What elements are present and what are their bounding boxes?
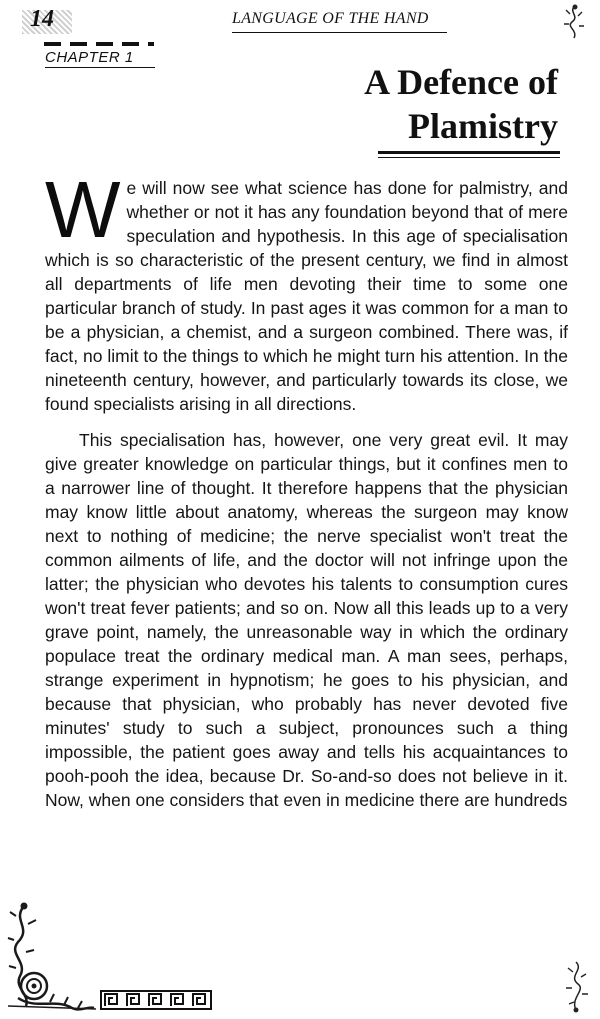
drop-cap: W (45, 165, 121, 254)
chapter-title-line-2: Plamistry (408, 106, 558, 146)
greek-key-border-icon (100, 990, 212, 1010)
header-rule (232, 32, 447, 33)
floral-vine-ornament-icon (6, 902, 96, 1012)
paragraph (45, 165, 568, 416)
title-rule-thick (378, 151, 560, 154)
floral-corner-ornament-icon (558, 2, 592, 42)
body-text (45, 165, 568, 812)
page-number: 14 (30, 6, 54, 32)
floral-corner-ornament-icon (560, 958, 594, 1014)
title-rule-thin (378, 157, 560, 158)
chapter-label: CHAPTER 1 (45, 49, 134, 66)
chapter-dashes (44, 42, 154, 46)
chapter-title (364, 60, 558, 148)
chapter-underline (45, 67, 155, 68)
chapter-title-line-1: A Defence of (364, 62, 558, 102)
paragraph: This specialisation has, however, one very great evil. It may give greater knowledge on particular things, but it confines men to a narrower line of thought. It therefore happens that the physician may know little about anatomy, whereas the surgeon may know next to nothing of medicine; the nerve specialist won't treat the common ailments of life, and the doctor will not infringe upon the latter; the physician who devotes his talents to consumption cures won't treat fever patients; and so on. Now all this leads up to a very grave point, namely, the unreasonable way in which the ordinary populace treat the ordinary medical man. A man sees, perhaps, strange experiment in hypnotism; he goes to his physician, and because that physician, who probably has never devoted five minutes' study to such a subject, pronounces such a thing impossible, the patient goes away and tells his acquaintances to pooh-pooh the idea, because Dr. So-and-so does not believe in it. Now, when one considers that even in medicine there are hundreds (45, 430, 568, 810)
running-title: LANGUAGE OF THE HAND (232, 10, 429, 27)
paragraph-1-text: e will now see what science has done for palmistry, and whether or not it has any foundation beyond that of mere speculation and hypothesis. In this age of specialisation which is so characteristic of the present century, we find in almost all departments of life men devoting their time to some one particular branch of study. In past ages it was common for a man to be a physician, a chemist, and a surgeon combined. There was, if fact, no limit to the things to which he might turn his attention. In the nineteenth century, however, and particularly towards its close, we found specialists arising in all directions. (45, 178, 568, 414)
